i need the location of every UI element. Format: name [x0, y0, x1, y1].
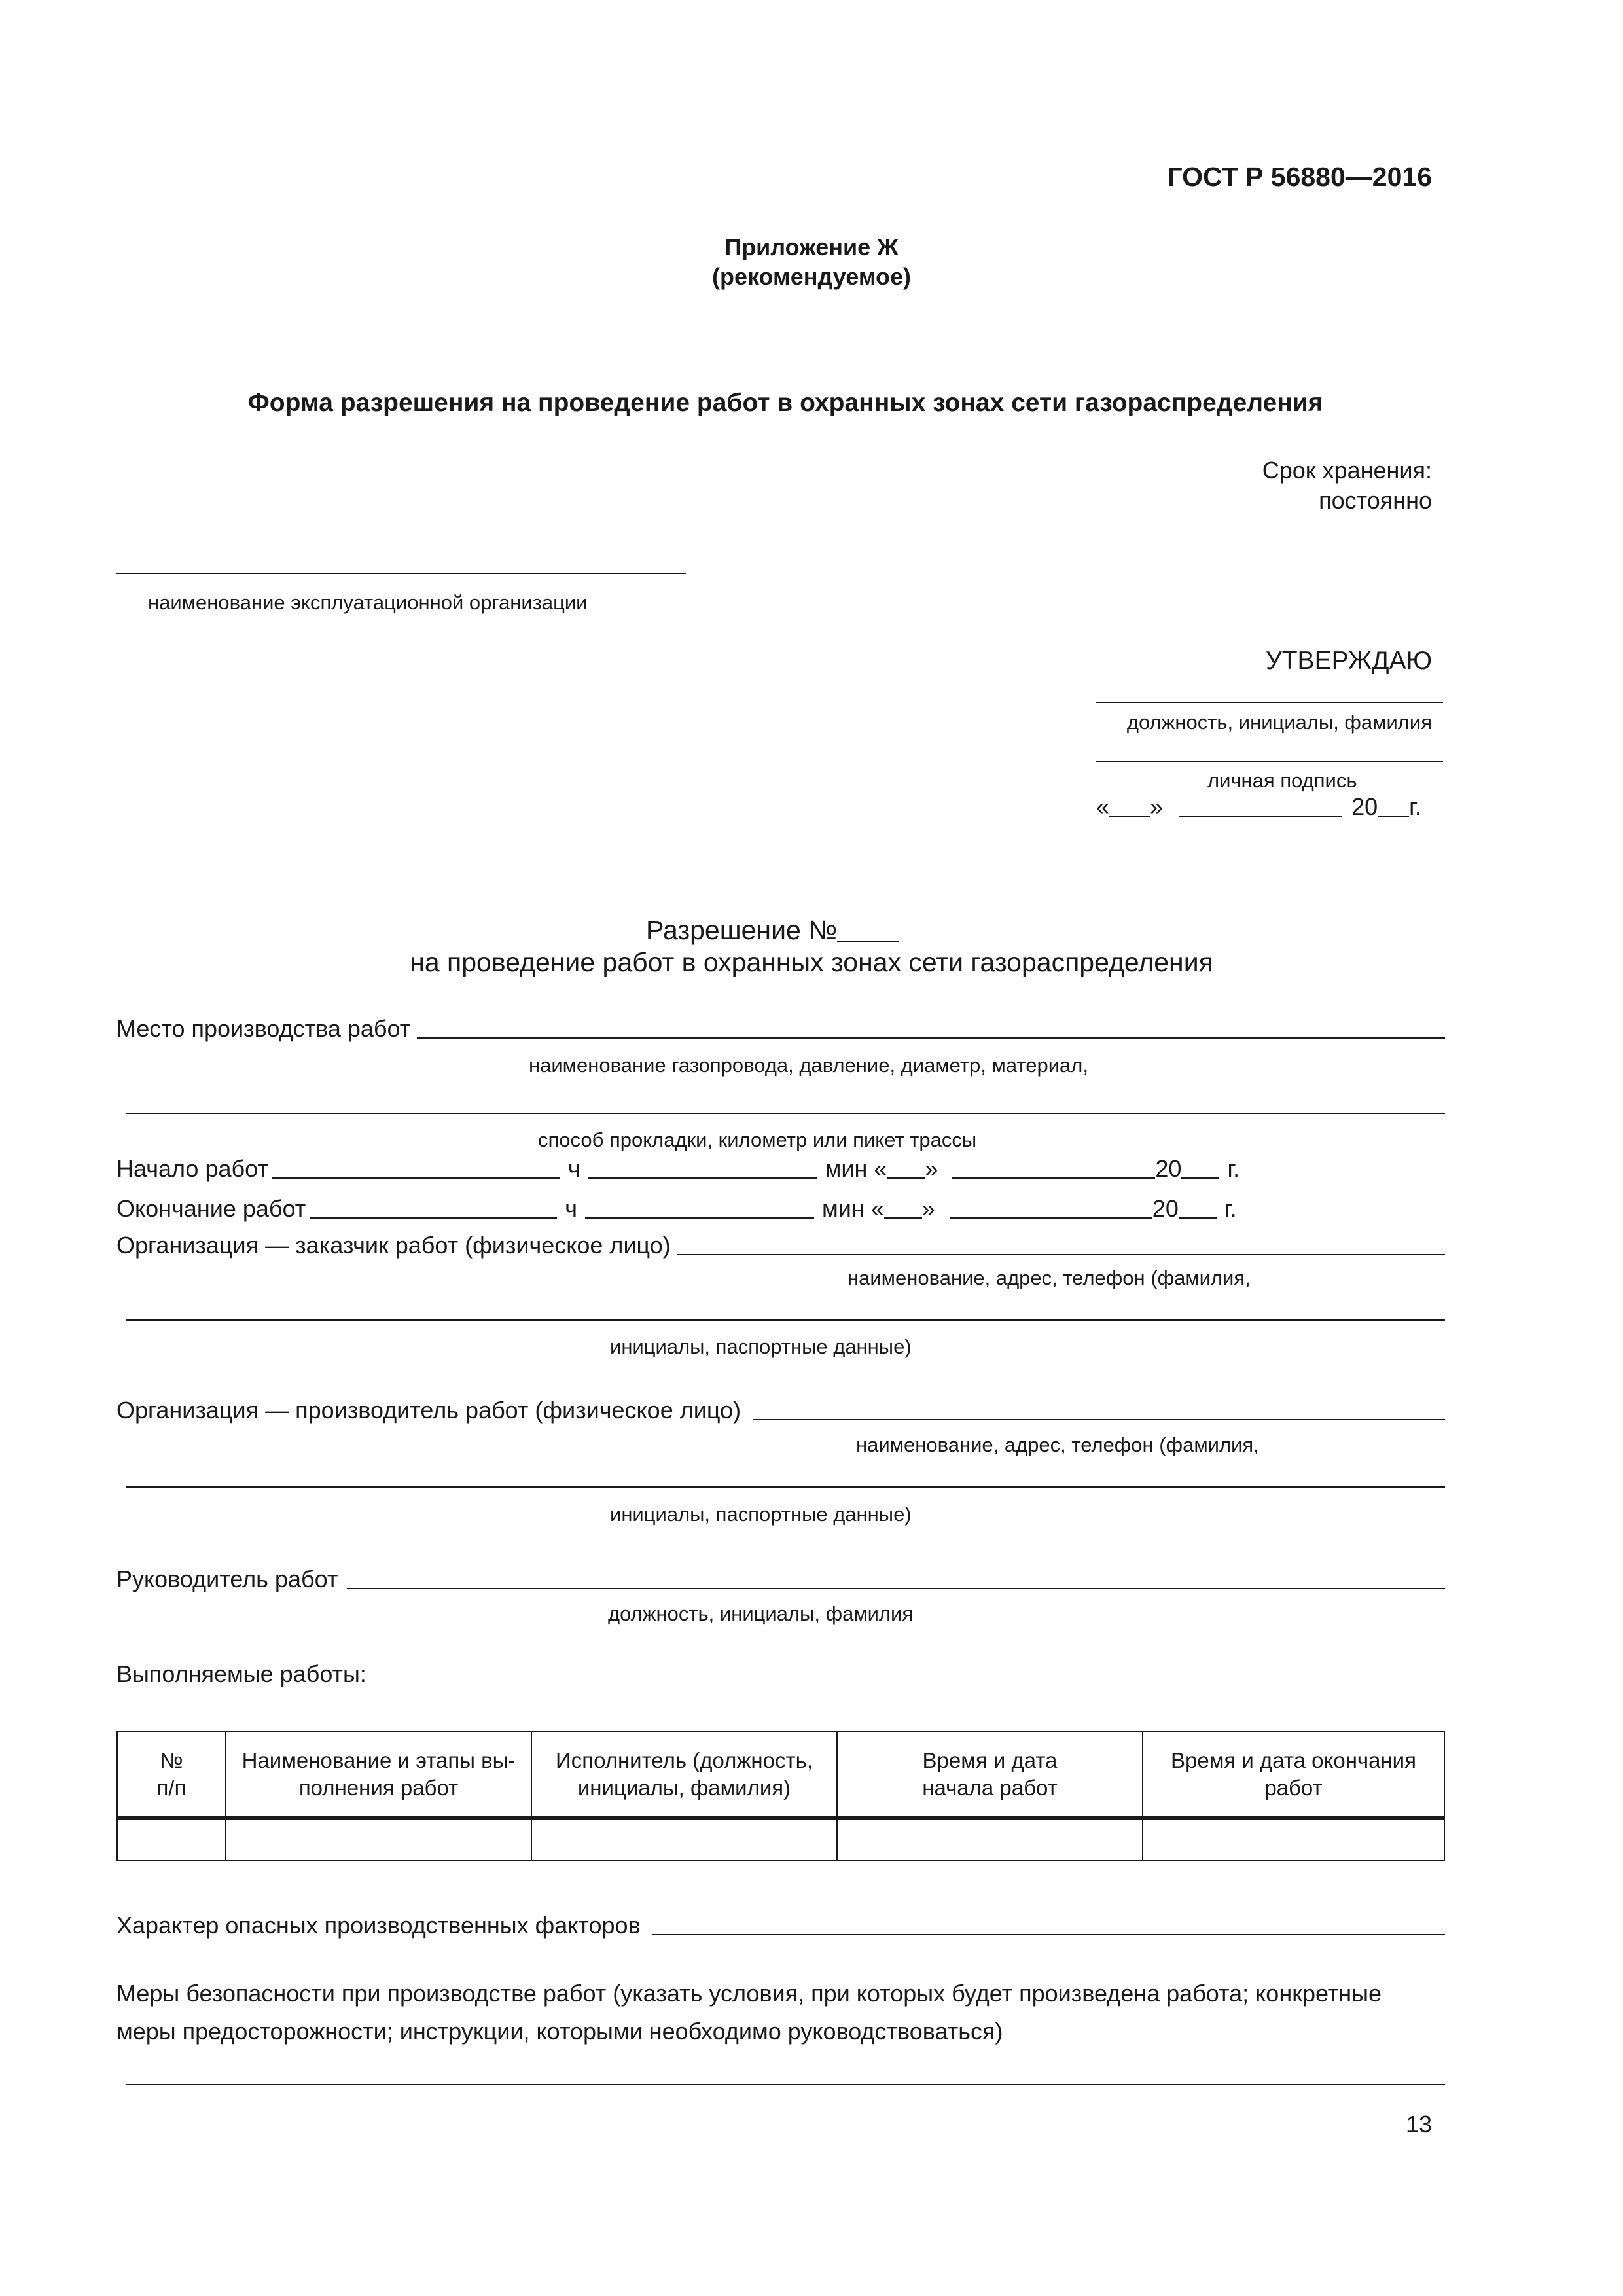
- start-minutes-label: мин «: [825, 1155, 887, 1182]
- contractor-label: Организация — производитель работ (физическое лицо): [116, 1397, 741, 1424]
- col-end-time-header: Время и дата окончания работ: [1143, 1732, 1444, 1818]
- appendix-status: (рекомендуемое): [712, 263, 911, 290]
- end-hours-field[interactable]: [585, 1217, 814, 1219]
- end-day-field[interactable]: [884, 1217, 922, 1219]
- customer-row: [116, 1227, 1445, 1259]
- approval-month-field[interactable]: [1179, 815, 1342, 817]
- approver-position-line[interactable]: [1096, 702, 1443, 703]
- works-label: Выполняемые работы:: [116, 1660, 366, 1687]
- end-month-field[interactable]: [950, 1217, 1152, 1219]
- start-day-field[interactable]: [887, 1177, 925, 1179]
- table-row: [117, 1818, 1444, 1861]
- permit-number-label: Разрешение №: [646, 915, 838, 945]
- end-minutes-label: мин «: [822, 1195, 884, 1222]
- safety-text-line-1: Меры безопасности при производстве работ (указать условия, при которых будет произведена работа; конкретные: [116, 1980, 1382, 2007]
- table-cell[interactable]: [117, 1818, 226, 1861]
- manager-field[interactable]: [347, 1587, 1445, 1589]
- work-place-row: [116, 1010, 1445, 1043]
- approval-year-suffix: г.: [1409, 793, 1421, 820]
- start-year-suffix: г.: [1227, 1155, 1240, 1182]
- org-name-line[interactable]: [116, 573, 686, 574]
- customer-field[interactable]: [677, 1253, 1445, 1255]
- work-place-label: Место производства работ: [116, 1015, 411, 1042]
- approval-year-field[interactable]: [1378, 815, 1409, 817]
- permit-title: [646, 915, 899, 946]
- end-label: Окончание работ: [116, 1195, 306, 1222]
- storage-value: постоянно: [1319, 487, 1432, 514]
- approval-date: [1096, 793, 1421, 821]
- contractor-caption-2: инициалы, паспортные данные): [610, 1503, 912, 1526]
- approval-date-quote-close: »: [1150, 793, 1164, 820]
- approval-date-quote-open: «: [1096, 793, 1110, 820]
- end-row: [116, 1190, 1445, 1223]
- safety-text-line-2: меры предосторожности; инструкции, которыми необходимо руководствоваться): [116, 2018, 1003, 2045]
- end-year-field[interactable]: [1179, 1217, 1217, 1219]
- table-cell[interactable]: [226, 1818, 531, 1861]
- customer-caption-2: инициалы, паспортные данные): [610, 1335, 912, 1358]
- manager-caption: должность, инициалы, фамилия: [608, 1602, 914, 1625]
- approval-day-field[interactable]: [1109, 815, 1150, 817]
- end-year-prefix: 20: [1152, 1195, 1179, 1222]
- col-start-time-header: Время и дата начала работ: [837, 1732, 1143, 1818]
- approver-position-caption: должность, инициалы, фамилия: [1126, 711, 1432, 734]
- works-table-header-row: [117, 1732, 1444, 1818]
- contractor-line-2[interactable]: [126, 1486, 1445, 1488]
- permit-subtitle: на проведение работ в охранных зонах сети газораспределения: [410, 947, 1213, 977]
- contractor-caption-1: наименование, адрес, телефон (фамилия,: [856, 1433, 1259, 1456]
- end-year-suffix: г.: [1224, 1195, 1237, 1222]
- end-date-field[interactable]: [310, 1217, 557, 1219]
- table-cell[interactable]: [531, 1818, 837, 1861]
- customer-label: Организация — заказчик работ (физическое лицо): [116, 1232, 671, 1259]
- start-month-field[interactable]: [952, 1177, 1155, 1179]
- start-date-field[interactable]: [272, 1177, 560, 1179]
- col-executor-header: Исполнитель (должность, инициалы, фамилия): [531, 1732, 837, 1818]
- work-place-caption-2: способ прокладки, километр или пикет трассы: [538, 1128, 977, 1151]
- start-hours-field[interactable]: [588, 1177, 817, 1179]
- permit-number-field[interactable]: [837, 940, 899, 942]
- end-quote-close: »: [921, 1195, 935, 1222]
- col-number-header: № п/п: [117, 1732, 226, 1818]
- contractor-field[interactable]: [753, 1418, 1445, 1420]
- manager-row: [116, 1560, 1445, 1593]
- hazards-field[interactable]: [652, 1933, 1445, 1935]
- storage-label: Срок хранения:: [1262, 457, 1432, 484]
- approval-year-prefix: 20: [1351, 793, 1378, 820]
- end-hours-label: ч: [565, 1195, 577, 1222]
- work-place-field[interactable]: [417, 1037, 1445, 1039]
- work-place-line-2[interactable]: [126, 1113, 1445, 1114]
- manager-label: Руководитель работ: [116, 1566, 338, 1592]
- table-cell[interactable]: [837, 1818, 1143, 1861]
- contractor-row: [116, 1391, 1445, 1424]
- approver-signature-line[interactable]: [1096, 761, 1443, 762]
- hazards-row: [116, 1907, 1445, 1939]
- org-name-caption: наименование эксплуатационной организации: [148, 591, 588, 614]
- start-row: [116, 1150, 1445, 1183]
- start-year-field[interactable]: [1181, 1177, 1219, 1179]
- table-cell[interactable]: [1143, 1818, 1444, 1861]
- start-hours-label: ч: [567, 1155, 580, 1182]
- page-number: 13: [1405, 2111, 1432, 2138]
- work-place-caption-1: наименование газопровода, давление, диаметр, материал,: [529, 1054, 1088, 1077]
- customer-line-2[interactable]: [126, 1319, 1445, 1321]
- approval-heading: УТВЕРЖДАЮ: [1265, 647, 1432, 675]
- start-year-prefix: 20: [1155, 1155, 1182, 1182]
- customer-caption-1: наименование, адрес, телефон (фамилия,: [847, 1266, 1251, 1289]
- appendix-title: Приложение Ж: [724, 234, 899, 260]
- safety-measures-line[interactable]: [126, 2084, 1445, 2085]
- hazards-label: Характер опасных производственных факторов: [116, 1912, 641, 1939]
- start-label: Начало работ: [116, 1155, 268, 1182]
- approver-signature-caption: личная подпись: [1207, 769, 1357, 792]
- form-title: Форма разрешения на проведение работ в охранных зонах сети газораспределения: [247, 389, 1323, 417]
- standard-code: ГОСТ Р 56880—2016: [1167, 162, 1432, 192]
- start-quote-close: »: [925, 1155, 938, 1182]
- col-work-name-header: Наименование и этапы вы- полнения работ: [226, 1732, 531, 1818]
- works-table: [116, 1731, 1445, 1861]
